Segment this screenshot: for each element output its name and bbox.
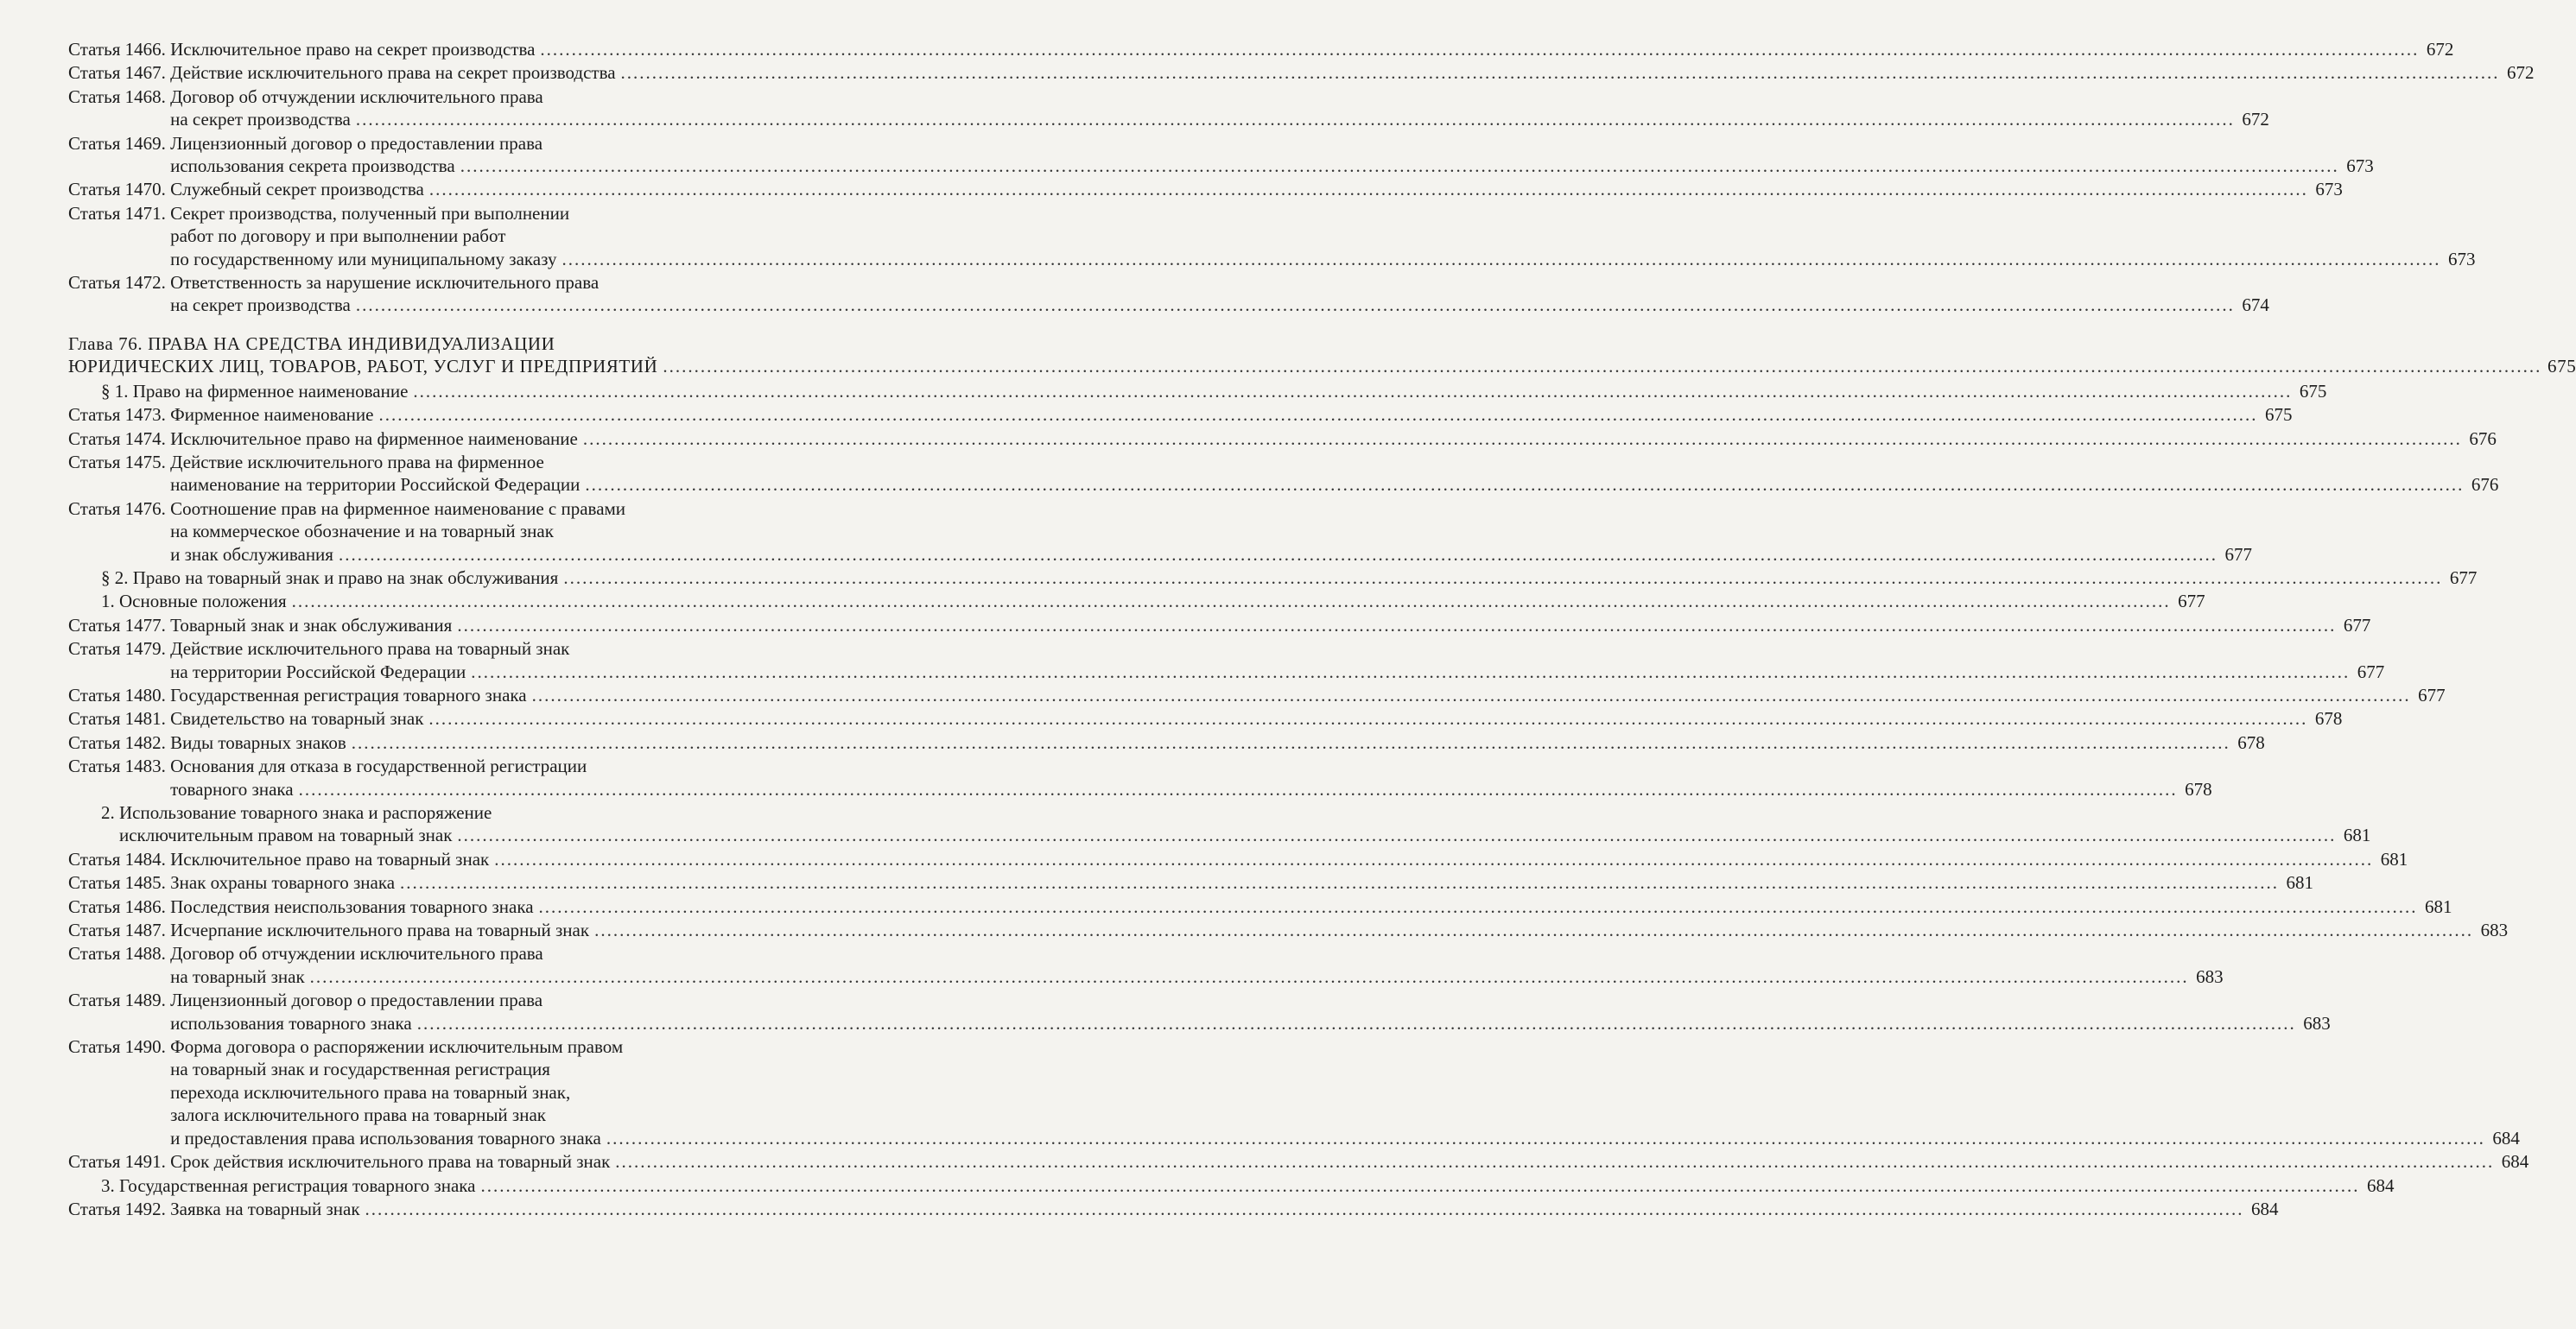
- dot-leader: ............................................................................................................................................................................................................................................................................................................: [338, 543, 2218, 565]
- entry-line: [132, 380, 2327, 402]
- article-entry: [68, 497, 2252, 566]
- entry-label: Статья 1479.: [68, 638, 171, 660]
- page-number: 675: [2547, 356, 2576, 377]
- entry-label: 2.: [101, 802, 119, 823]
- entry-title-text: Исключительное право на товарный знак: [170, 848, 490, 870]
- dot-leader: ............................................................................................................................................................................................................................................................................................................: [428, 708, 2308, 730]
- entry-line: [170, 38, 2454, 60]
- page-number: 672: [2507, 62, 2535, 84]
- entry-line: [170, 919, 2509, 941]
- dot-leader: ............................................................................................................................................................................................................................................................................................................: [416, 1012, 2296, 1034]
- entry-line: [170, 85, 820, 108]
- entry-title-text: на секрет производства: [170, 109, 351, 130]
- entry-label: Статья 1491.: [68, 1151, 171, 1173]
- entry-title-text: на территории Российской Федерации: [170, 661, 466, 682]
- dot-leader: ............................................................................................................................................................................................................................................................................................................: [606, 1127, 2485, 1149]
- entry-label: Статья 1492.: [68, 1198, 171, 1219]
- entry-title-text: Срок действия исключительного права на товарный знак: [170, 1151, 611, 1173]
- entry-line: [170, 1081, 820, 1104]
- entry-line: [170, 1198, 2279, 1220]
- entry-title-text: наименование на территории Российской Федерации: [170, 474, 581, 496]
- entry-label: Статья 1486.: [68, 895, 171, 917]
- dot-leader: ............................................................................................................................................................................................................................................................................................................: [582, 427, 2462, 449]
- entry-line: [170, 661, 2385, 683]
- entry-line: [170, 1127, 2520, 1149]
- dot-leader: ............................................................................................................................................................................................................................................................................................................: [494, 848, 2374, 870]
- article-entry: [68, 755, 2212, 801]
- entry-line: [170, 108, 2269, 130]
- entry-label: 1.: [101, 591, 119, 612]
- entry-label: Статья 1468.: [68, 85, 171, 107]
- entry-line: [170, 403, 2293, 426]
- dot-leader: ............................................................................................................................................................................................................................................................................................................: [663, 356, 2542, 377]
- entry-title-text: Исчерпание исключительного права на товарный знак: [170, 920, 590, 941]
- entry-line: [119, 590, 2205, 612]
- page-number: 681: [2343, 825, 2371, 846]
- subsection-heading: [68, 1174, 2395, 1197]
- dot-leader: ............................................................................................................................................................................................................................................................................................................: [540, 39, 2420, 60]
- entry-title-text: и предоставления права использования товарного знака: [170, 1127, 601, 1149]
- article-entry: [68, 1150, 2529, 1173]
- dot-leader: ............................................................................................................................................................................................................................................................................................................: [309, 965, 2189, 987]
- dot-leader: ............................................................................................................................................................................................................................................................................................................: [620, 62, 2500, 84]
- entry-line: [170, 1012, 2331, 1035]
- entry-title-text: Заявка на товарный знак: [170, 1198, 360, 1219]
- page-number: 684: [2251, 1198, 2279, 1219]
- dot-leader: ............................................................................................................................................................................................................................................................................................................: [531, 684, 2411, 706]
- entry-title-text: Форма договора о распоряжении исключительным правом: [170, 1036, 624, 1058]
- entry-title-text: Государственная регистрация товарного знака: [119, 1174, 476, 1196]
- article-entry: [68, 731, 2265, 754]
- entry-label: Статья 1485.: [68, 872, 171, 894]
- entry-line: [170, 848, 2408, 870]
- entry-line: [170, 1104, 820, 1126]
- entry-line: [170, 294, 2269, 316]
- entry-label: Статья 1473.: [68, 404, 171, 426]
- entry-label: Статья 1477.: [68, 614, 171, 636]
- entry-line: [170, 684, 2446, 706]
- dot-leader: ............................................................................................................................................................................................................................................................................................................: [355, 109, 2235, 130]
- dot-leader: ............................................................................................................................................................................................................................................................................................................: [291, 591, 2171, 612]
- page-number: 681: [2380, 848, 2408, 870]
- page-number: 683: [2480, 920, 2509, 941]
- article-entry: [68, 614, 2371, 636]
- entry-label: § 1.: [101, 380, 133, 402]
- entry-label: Статья 1472.: [68, 272, 171, 294]
- entry-label: Статья 1490.: [68, 1036, 171, 1058]
- entry-line: [170, 1150, 2529, 1173]
- entry-line: [170, 473, 2499, 496]
- dot-leader: ............................................................................................................................................................................................................................................................................................................: [365, 1198, 2244, 1219]
- entry-label: Статья 1467.: [68, 62, 171, 84]
- entry-line: [170, 731, 2265, 754]
- page-number: 676: [2469, 427, 2497, 449]
- article-entry: [68, 85, 2269, 131]
- subsection-heading: [68, 801, 2371, 847]
- entry-title-text: Право на товарный знак и право на знак обслуживания: [132, 566, 559, 588]
- dot-leader: ............................................................................................................................................................................................................................................................................................................: [351, 731, 2230, 753]
- entry-title-text: Виды товарных знаков: [170, 731, 346, 753]
- entry-label: Статья 1483.: [68, 756, 171, 777]
- entry-line: [170, 248, 2476, 270]
- article-entry: [68, 895, 2452, 918]
- entry-title-text: Секрет производства, полученный при выполнении: [170, 202, 570, 224]
- dot-leader: ............................................................................................................................................................................................................................................................................................................: [413, 380, 2293, 402]
- page-number: 684: [2367, 1174, 2395, 1196]
- entry-title-text: Исключительное право на фирменное наименование: [170, 427, 578, 449]
- entry-title-text: товарного знака: [170, 778, 294, 800]
- page-number: 681: [2425, 895, 2452, 917]
- entry-title-text: залога исключительного права на товарный знак: [170, 1104, 546, 1126]
- entry-title-text: Ответственность за нарушение исключительного права: [170, 272, 600, 294]
- page-number: 672: [2242, 109, 2269, 130]
- table-of-contents: [68, 38, 2576, 1221]
- article-entry: [68, 403, 2293, 426]
- page-number: 683: [2196, 965, 2224, 987]
- entry-label: Статья 1471.: [68, 202, 171, 224]
- article-entry: [68, 178, 2343, 200]
- entry-line: [170, 132, 820, 155]
- entry-label: § 2.: [101, 566, 133, 588]
- dot-leader: ............................................................................................................................................................................................................................................................................................................: [428, 179, 2308, 200]
- entry-line: [170, 895, 2452, 918]
- article-entry: [68, 637, 2385, 683]
- entry-title-text: на секрет производства: [170, 294, 351, 316]
- section-heading: [68, 380, 2327, 402]
- dot-leader: ............................................................................................................................................................................................................................................................................................................: [378, 404, 2258, 426]
- entry-line: [170, 202, 820, 225]
- subsection-heading: [68, 590, 2205, 612]
- page-number: 677: [2449, 566, 2478, 588]
- page-number: 678: [2314, 708, 2343, 730]
- dot-leader: ............................................................................................................................................................................................................................................................................................................: [538, 895, 2418, 917]
- entry-title-text: Договор об отчуждении исключительного права: [170, 943, 543, 965]
- entry-label: 3.: [101, 1174, 119, 1196]
- entry-label: Статья 1487.: [68, 920, 171, 941]
- entry-label: Статья 1476.: [68, 497, 171, 519]
- entry-label: Статья 1480.: [68, 684, 171, 706]
- page-number: 677: [2178, 591, 2205, 612]
- article-entry: [68, 38, 2454, 60]
- entry-title-text: Знак охраны товарного знака: [170, 872, 396, 894]
- entry-title-text: Основные положения: [119, 591, 287, 612]
- article-entry: [68, 848, 2408, 870]
- article-entry: [68, 1198, 2279, 1220]
- page-number: 684: [2501, 1151, 2529, 1173]
- entry-title-text: Договор об отчуждении исключительного права: [170, 85, 543, 107]
- entry-title-text: на товарный знак: [170, 965, 305, 987]
- article-entry: [68, 61, 2535, 84]
- entry-line: [170, 637, 820, 660]
- article-entry: [68, 451, 2499, 497]
- entry-line: [170, 707, 2343, 730]
- page-number: 677: [2224, 543, 2252, 565]
- entry-line: [170, 755, 820, 777]
- article-entry: [68, 202, 2476, 270]
- entry-title-text: по государственному или муниципальному заказу: [170, 248, 557, 269]
- dot-leader: ............................................................................................................................................................................................................................................................................................................: [471, 661, 2351, 682]
- entry-title-text: Свидетельство на товарный знак: [170, 708, 424, 730]
- article-entry: [68, 919, 2509, 941]
- entry-title-text: Основания для отказа в государственной регистрации: [170, 756, 587, 777]
- entry-line: [170, 155, 2374, 177]
- dot-leader: ............................................................................................................................................................................................................................................................................................................: [594, 920, 2474, 941]
- entry-label: Статья 1484.: [68, 848, 171, 870]
- entry-title-text: ЮРИДИЧЕСКИХ ЛИЦ, ТОВАРОВ, РАБОТ, УСЛУГ И ПРЕДПРИЯТИЙ: [68, 356, 658, 377]
- article-entry: [68, 942, 2224, 988]
- entry-line: [170, 1058, 820, 1080]
- entry-title-text: Действие исключительного права на фирменное: [170, 451, 544, 472]
- entry-line: [170, 989, 820, 1011]
- entry-line: [170, 614, 2371, 636]
- dot-leader: ............................................................................................................................................................................................................................................................................................................: [457, 825, 2337, 846]
- article-entry: [68, 427, 2497, 450]
- entry-title-text: Лицензионный договор о предоставлении права: [170, 132, 543, 154]
- entry-label: Статья 1466.: [68, 39, 171, 60]
- entry-title-text: Лицензионный договор о предоставлении права: [170, 990, 543, 1011]
- entry-title-text: использования товарного знака: [170, 1012, 412, 1034]
- section-heading: [68, 566, 2478, 589]
- article-entry: [68, 1035, 2520, 1149]
- page-number: 684: [2492, 1127, 2520, 1149]
- entry-line: [170, 61, 2535, 84]
- page-number: 675: [2299, 380, 2327, 402]
- page-number: 677: [2418, 684, 2446, 706]
- entry-label: Статья 1488.: [68, 943, 171, 965]
- entry-label: Статья 1482.: [68, 731, 171, 753]
- page-number: 673: [2447, 248, 2476, 269]
- entry-label: Статья 1469.: [68, 132, 171, 154]
- entry-line: [170, 225, 820, 247]
- entry-line: [132, 566, 2478, 589]
- article-entry: [68, 871, 2314, 894]
- entry-title-text: Использование товарного знака и распоряжение: [119, 802, 492, 823]
- page-number: 678: [2237, 731, 2265, 753]
- entry-line: [170, 965, 2224, 988]
- entry-title-text: Право на фирменное наименование: [132, 380, 409, 402]
- entry-label: Статья 1470.: [68, 179, 171, 200]
- page-number: 672: [2426, 39, 2454, 60]
- entry-title-text: на товарный знак и государственная регистрация: [170, 1059, 550, 1080]
- entry-label: Статья 1489.: [68, 990, 171, 1011]
- page-number: 677: [2343, 614, 2371, 636]
- dot-leader: ............................................................................................................................................................................................................................................................................................................: [457, 614, 2337, 636]
- dot-leader: ............................................................................................................................................................................................................................................................................................................: [585, 474, 2465, 496]
- entry-line: [170, 778, 2212, 801]
- entry-title-text: и знак обслуживания: [170, 543, 333, 565]
- entry-line: [170, 942, 820, 965]
- entry-title-text: Соотношение прав на фирменное наименование с правами: [170, 497, 626, 519]
- article-entry: [68, 989, 2331, 1035]
- entry-line: [170, 271, 820, 294]
- dot-leader: ............................................................................................................................................................................................................................................................................................................: [480, 1174, 2360, 1196]
- dot-leader: ............................................................................................................................................................................................................................................................................................................: [460, 155, 2339, 177]
- page-number: 681: [2286, 872, 2314, 894]
- page-number: 683: [2303, 1012, 2331, 1034]
- entry-line: [119, 824, 2371, 846]
- entry-line: [170, 543, 2252, 566]
- entry-line: [170, 427, 2497, 450]
- entry-title-text: Товарный знак и знак обслуживания: [170, 614, 453, 636]
- dot-leader: ............................................................................................................................................................................................................................................................................................................: [400, 872, 2280, 894]
- entry-title-text: Последствия неиспользования товарного знака: [170, 895, 534, 917]
- dot-leader: ............................................................................................................................................................................................................................................................................................................: [563, 566, 2443, 588]
- page-number: 673: [2346, 155, 2374, 177]
- entry-line: [119, 801, 820, 824]
- dot-leader: ............................................................................................................................................................................................................................................................................................................: [615, 1151, 2495, 1173]
- page-number: 674: [2242, 294, 2269, 316]
- entry-title-text: исключительным правом на товарный знак: [119, 825, 453, 846]
- entry-title-text: работ по договору и при выполнении работ: [170, 225, 506, 247]
- entry-label: Статья 1481.: [68, 708, 171, 730]
- chapter-heading: [68, 332, 2576, 378]
- entry-label: Статья 1474.: [68, 427, 171, 449]
- entry-title-text: использования секрета производства: [170, 155, 455, 177]
- dot-leader: ............................................................................................................................................................................................................................................................................................................: [562, 248, 2441, 269]
- entry-line: [119, 1174, 2395, 1197]
- entry-line: [170, 451, 820, 473]
- page-number: 673: [2315, 179, 2343, 200]
- entry-line: [170, 178, 2343, 200]
- page-number: 676: [2471, 474, 2499, 496]
- entry-title-text: перехода исключительного права на товарный знак,: [170, 1081, 571, 1103]
- entry-title-text: Государственная регистрация товарного знака: [170, 684, 527, 706]
- article-entry: [68, 684, 2446, 706]
- entry-title-text: Фирменное наименование: [170, 404, 374, 426]
- entry-label: Статья 1475.: [68, 451, 171, 472]
- dot-leader: ............................................................................................................................................................................................................................................................................................................: [298, 778, 2178, 800]
- entry-title-text: Действие исключительного права на товарный знак: [170, 638, 570, 660]
- entry-title-text: Исключительное право на секрет производства: [170, 39, 536, 60]
- article-entry: [68, 271, 2269, 317]
- entry-line: [68, 332, 820, 355]
- entry-title-text: на коммерческое обозначение и на товарный знак: [170, 521, 554, 542]
- entry-title-text: Служебный секрет производства: [170, 179, 424, 200]
- entry-line: [170, 497, 820, 520]
- entry-line: [170, 520, 820, 542]
- page-number: 677: [2357, 661, 2385, 682]
- dot-leader: ............................................................................................................................................................................................................................................................................................................: [355, 294, 2235, 316]
- entry-line: [170, 1035, 820, 1058]
- page-number: 675: [2264, 404, 2293, 426]
- entry-line: [68, 355, 2576, 377]
- entry-title-text: Действие исключительного права на секрет производства: [170, 62, 616, 84]
- entry-title-text: Глава 76. ПРАВА НА СРЕДСТВА ИНДИВИДУАЛИЗАЦИИ: [68, 332, 555, 354]
- entry-line: [170, 871, 2314, 894]
- article-entry: [68, 707, 2343, 730]
- article-entry: [68, 132, 2374, 178]
- page-number: 678: [2185, 778, 2212, 800]
